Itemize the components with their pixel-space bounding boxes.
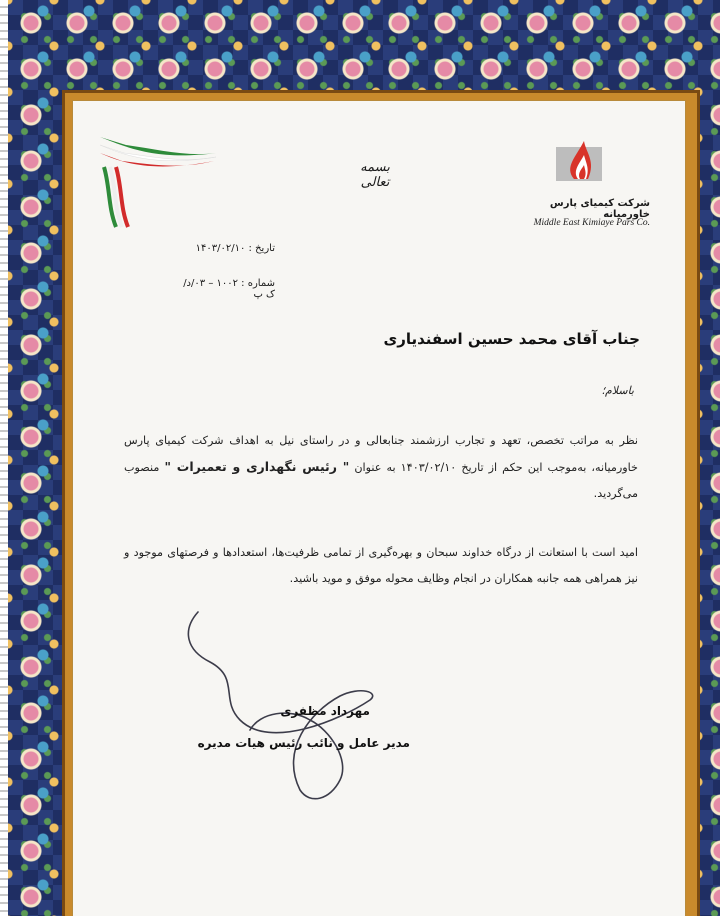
appointment-text: نظر به مراتب تخصص، تعهد و تجارب ارزشمند جنابعالی و در راستای نیل به اهداف شرکت کیمیای پارس خاورمیانه، به‌موجب این حکم از تاریخ ۱۴۰۳/۰۲/۱۰ به عنوان <box>124 434 638 474</box>
recipient-salutation: جناب آقای محمد حسین اسفندیاری <box>383 330 640 348</box>
basmala: بسمه تعالی <box>360 160 390 190</box>
appointment-paragraph <box>124 428 638 507</box>
signer-name: مهرداد مظفری <box>280 704 370 718</box>
flag-ribbon-icon <box>96 127 222 237</box>
letter-number: شماره : ۱۰۰۲ – ۰۳/د/ک پ <box>183 278 275 300</box>
appointment-end: منصوب می‌گردید. <box>124 461 638 500</box>
company-name-en: Middle East Kimiaye Pars Co. <box>533 218 650 228</box>
company-logo-icon <box>556 137 602 181</box>
position-title: " رئیس نگهداری و تعمیرات " <box>164 459 350 474</box>
letter-date: تاریخ : ۱۴۰۳/۰۲/۱۰ <box>195 243 275 254</box>
signer-title: مدیر عامل و نائب رئیس هیات مدیره <box>197 736 410 750</box>
page-edge-strip <box>0 0 8 916</box>
closing-paragraph: امید است با استعانت از درگاه خداوند سبحان و بهره‌گیری از تمامی ظرفیت‌ها، استعدادها و فرصتهای موجود و نیز همراهی همه جانبه همکاران در انجام وظایف محوله موفق و موید باشید. <box>124 546 638 585</box>
company-name-fa: شرکت کیمیای پارس خاورمیانه <box>549 198 650 220</box>
greeting: باسلام؛ <box>601 384 634 397</box>
